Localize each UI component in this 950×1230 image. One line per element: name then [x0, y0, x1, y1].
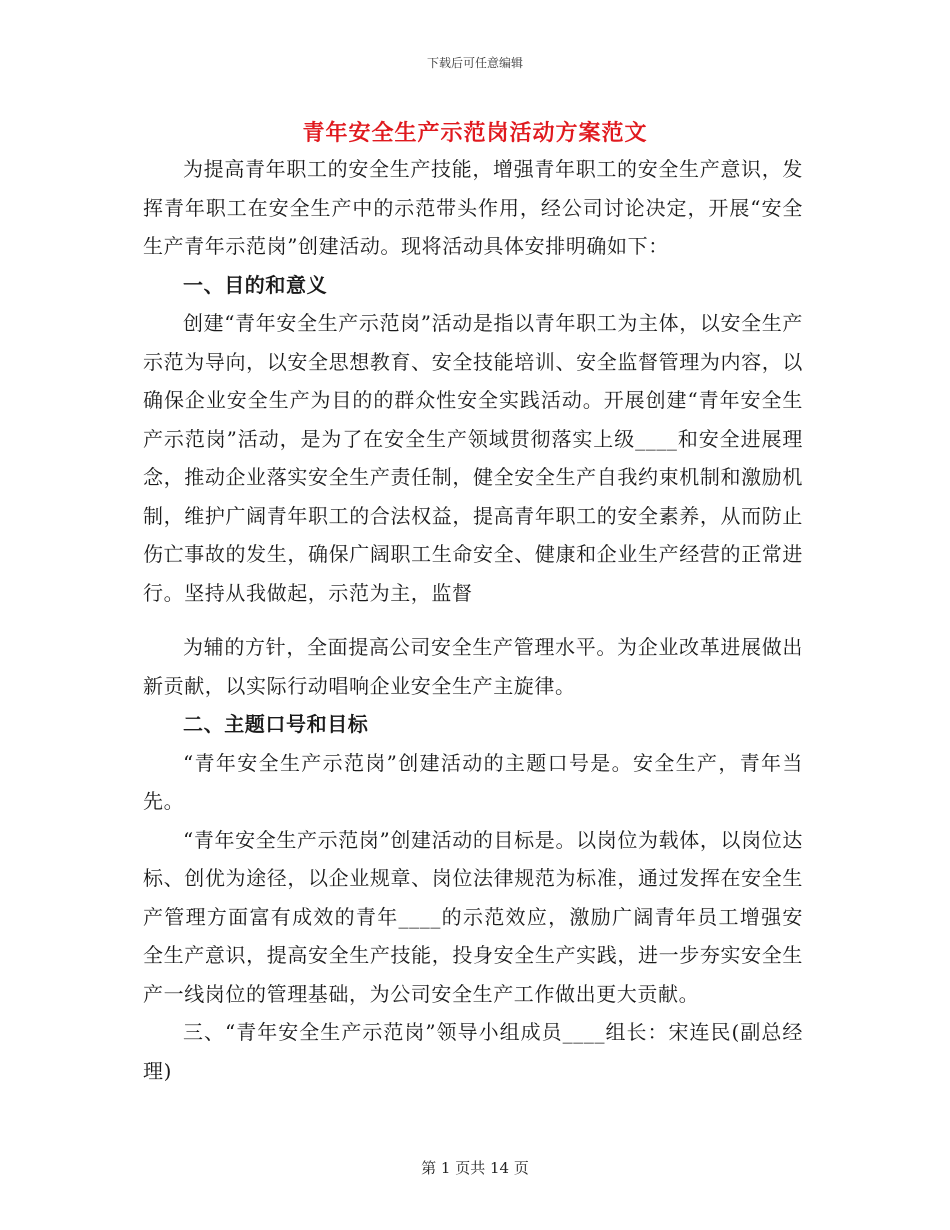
purpose-paragraph-2: 为辅的方针，全面提高公司安全生产管理水平。为企业改革进展做出新贡献，以实际行动唱响企业安全生产主旋律。 [143, 635, 803, 698]
document-title: 青年安全生产示范岗活动方案范文 [302, 120, 648, 146]
section-heading-purpose: 一、目的和意义 [183, 272, 328, 297]
page-header: 下载后可任意编辑 [426, 56, 523, 70]
page-footer: 第 1 页共 14 页 [421, 1159, 529, 1177]
goal-paragraph: “青年安全生产示范岗”创建活动的目标是。以岗位为载体，以岗位达标、创优为途径，以企业规章、岗位法律规范为标准，通过发挥在安全生产管理方面富有成效的青年____的示范效应，激励广阔青年员工增强安全生产意识，提高安全生产技能，投身安全生产实践，进一步夯实安全生产一线岗位的管理基础，为公司安全生产工作做出更大贡献。 [143, 827, 803, 1006]
purpose-paragraph-1: 创建“青年安全生产示范岗”活动是指以青年职工为主体，以安全生产示范为导向，以安全思想教育、安全技能培训、安全监督管理为内容，以确保企业安全生产为目的的群众性安全实践活动。开展创建“青年安全生产示范岗”活动，是为了在安全生产领域贯彻落实上级____和安全进展理念，推动企业落实安全生产责任制，健全安全生产自我约束机制和激励机制，维护广阔青年职工的合法权益，提高青年职工的安全素养，从而防止伤亡事故的发生，确保广阔职工生命安全、健康和企业生产经营的正常进行。坚持从我做起，示范为主，监督 [143, 311, 803, 605]
section-heading-slogan: 二、主题口号和目标 [183, 712, 369, 736]
intro-paragraph: 为提高青年职工的安全生产技能，增强青年职工的安全生产意识，发挥青年职工在安全生产中的示范带头作用，经公司讨论决定，开展“安全生产青年示范岗”创建活动。现将活动具体安排明确如下： [143, 157, 803, 258]
leadership-paragraph: 三、“青年安全生产示范岗”领导小组成员____组长：宋连民(副总经理) [143, 1020, 803, 1083]
slogan-paragraph: “青年安全生产示范岗”创建活动的主题口号是。安全生产，青年当先。 [143, 750, 803, 813]
document-body [143, 150, 803, 1090]
